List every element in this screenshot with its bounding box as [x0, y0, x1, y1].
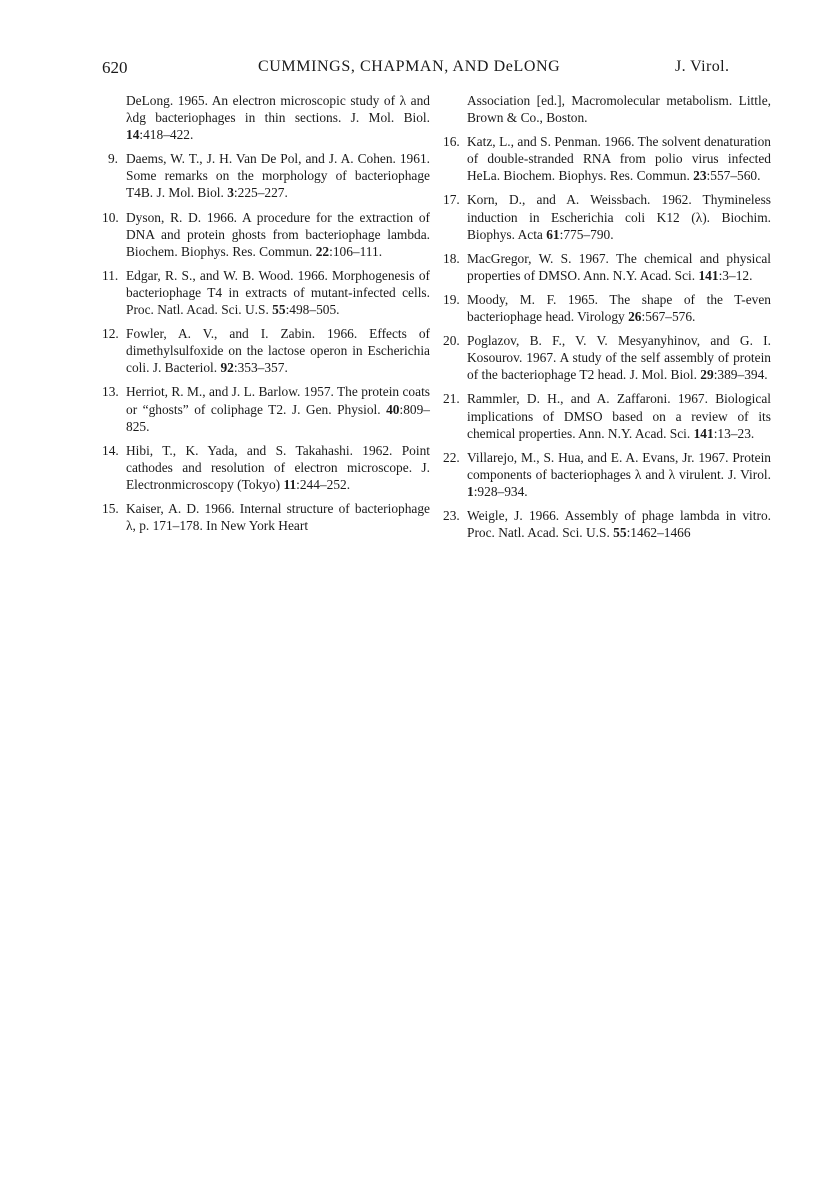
reference-text: Villarejo, M., S. Hua, and E. A. Evans, Jr. 1967. Protein components of bacteriophages λ and λ virulent. J. Virol. — [467, 449, 771, 482]
reference-volume: 26 — [628, 309, 642, 325]
reference-text: Katz, L., and S. Penman. 1966. The solvent denaturation of double-stranded RNA from polio virus infected HeLa. Biochem. Biophys. Res. Commun. — [467, 134, 771, 184]
reference-21 — [443, 390, 771, 441]
reference-10 — [102, 209, 430, 260]
journal-abbrev: J. Virol. — [675, 58, 730, 75]
reference-text: Rammler, D. H., and A. Zaffaroni. 1967. Biological implications of DMSO based on a review of its chemical properties. Ann. N.Y. Acad. Sci. — [467, 391, 771, 441]
reference-number: 9. — [107, 151, 118, 167]
reference-14 — [102, 442, 430, 493]
reference-pages: :418–422. — [139, 127, 194, 143]
reference-continuation — [443, 92, 771, 126]
reference-text: Edgar, R. S., and W. B. Wood. 1966. Morphogenesis of bacteriophage T4 in extracts of mutant-infected cells. Proc. Natl. Acad. Sci. U.S. — [126, 267, 430, 318]
reference-pages: :389–394. — [713, 367, 768, 383]
reference-pages: :775–790. — [559, 226, 614, 242]
reference-text: Kaiser, A. D. 1966. Internal structure of bacteriophage λ, p. 171–178. In New York Heart — [126, 500, 430, 534]
reference-number: 11. — [102, 267, 119, 283]
reference-continuation — [102, 92, 430, 143]
reference-volume: 141 — [693, 425, 714, 441]
reference-text: Poglazov, B. F., V. V. Mesyanyhinov, and G. I. Kosourov. 1967. A study of the self assembly of protein of the bacteriophage T2 head. J. Mol. Biol. — [467, 333, 771, 383]
reference-20 — [443, 332, 771, 383]
reference-12 — [102, 325, 430, 376]
page-header — [0, 58, 816, 80]
reference-pages: :498–505. — [285, 302, 340, 318]
reference-13 — [102, 383, 430, 434]
reference-number: 13. — [102, 384, 119, 400]
reference-text: Daems, W. T., J. H. Van De Pol, and J. A. Cohen. 1961. Some remarks on the morphology of bacteriophage T4B. J. Mol. Biol. — [126, 151, 430, 201]
reference-17 — [443, 191, 771, 242]
reference-15 — [102, 500, 430, 534]
reference-number: 15. — [102, 500, 119, 516]
reference-number: 12. — [102, 326, 119, 342]
reference-text: Weigle, J. 1966. Assembly of phage lambda in vitro. Proc. Natl. Acad. Sci. U.S. — [467, 507, 771, 541]
reference-volume: 40 — [386, 401, 400, 417]
reference-text: MacGregor, W. S. 1967. The chemical and physical properties of DMSO. Ann. N.Y. Acad. Sci. — [467, 250, 771, 283]
reference-volume: 1 — [467, 483, 474, 499]
reference-number: 18. — [443, 250, 460, 266]
reference-18 — [443, 250, 771, 284]
reference-pages: :1462–1466 — [626, 525, 691, 541]
reference-pages: :3–12. — [718, 267, 753, 283]
reference-volume: 3 — [227, 185, 234, 201]
reference-pages: :13–23. — [713, 425, 755, 441]
reference-22 — [443, 449, 771, 500]
reference-number: 19. — [443, 291, 460, 307]
reference-text: Dyson, R. D. 1966. A procedure for the extraction of DNA and protein ghosts from bacteriophage lambda. Biochem. Biophys. Res. Commun. — [126, 209, 430, 259]
running-title: CUMMINGS, CHAPMAN, AND DeLONG — [258, 58, 561, 75]
reference-pages: :928–934. — [473, 483, 528, 499]
reference-16 — [443, 133, 771, 184]
reference-volume: 22 — [315, 243, 330, 259]
reference-number: 10. — [102, 209, 119, 225]
reference-9 — [102, 150, 430, 201]
reference-volume: 141 — [698, 267, 719, 283]
reference-text: Fowler, A. V., and I. Zabin. 1966. Effects of dimethylsulfoxide on the lactose operon in Escherichia coli. J. Bacteriol. — [126, 326, 430, 376]
reference-text: Association [ed.], Macromolecular metabolism. Little, Brown & Co., Boston. — [467, 93, 771, 126]
reference-volume: 61 — [546, 226, 560, 242]
reference-volume: 55 — [613, 525, 627, 541]
reference-volume: 29 — [700, 367, 714, 383]
reference-number: 17. — [443, 192, 460, 208]
reference-19 — [443, 291, 771, 325]
reference-number: 23. — [443, 507, 460, 523]
reference-pages: :809–825. — [126, 401, 430, 434]
reference-text: Hibi, T., K. Yada, and S. Takahashi. 1962. Point cathodes and resolution of electron microscope. J. Electronmicroscopy (Tokyo) — [126, 442, 430, 492]
reference-volume: 11 — [283, 476, 297, 492]
reference-text: Herriot, R. M., and J. L. Barlow. 1957. The protein coats or “ghosts” of coliphage T2. J. Gen. Physiol. — [126, 384, 430, 417]
reference-pages: :225–227. — [233, 185, 288, 201]
reference-pages: :106–111. — [329, 243, 383, 259]
reference-number: 16. — [443, 134, 460, 150]
reference-volume: 55 — [272, 302, 286, 318]
reference-pages: :557–560. — [706, 168, 761, 184]
reference-pages: :244–252. — [296, 476, 351, 492]
reference-volume: 23 — [693, 168, 707, 184]
reference-pages: :567–576. — [641, 309, 696, 325]
reference-volume: 14 — [126, 127, 140, 143]
reference-number: 21. — [443, 391, 460, 407]
reference-text: Moody, M. F. 1965. The shape of the T-even bacteriophage head. Virology — [467, 291, 771, 325]
reference-23 — [443, 507, 771, 541]
left-column — [102, 92, 430, 541]
reference-pages: :353–357. — [233, 360, 288, 376]
reference-number: 22. — [443, 449, 460, 465]
reference-text: DeLong. 1965. An electron microscopic study of λ and λdg bacteriophages in thin sections. J. Mol. Biol. — [126, 93, 430, 126]
reference-number: 20. — [443, 333, 460, 349]
page-number: 620 — [102, 58, 128, 77]
reference-volume: 92 — [220, 360, 234, 376]
reference-number: 14. — [102, 442, 119, 458]
right-column — [443, 92, 771, 548]
reference-text: Korn, D., and A. Weissbach. 1962. Thymineless induction in Escherichia coli K12 (λ). Biochim. Biophys. Acta — [467, 192, 771, 242]
reference-11 — [102, 267, 430, 318]
